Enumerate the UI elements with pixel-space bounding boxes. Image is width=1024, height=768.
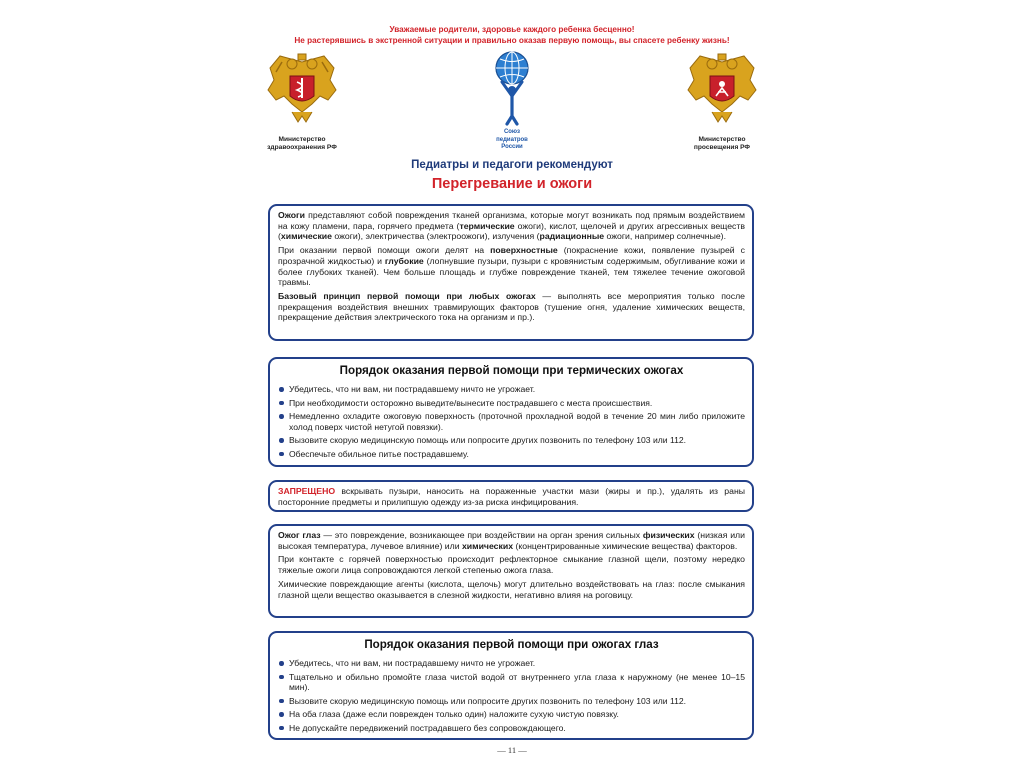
list-item: Вызовите скорую медицинскую помощь или попросите других позвонить по телефону 103 или 112.: [278, 696, 745, 707]
list-item: Обеспечьте обильное питье пострадавшему.: [278, 449, 745, 460]
ministry-education-label: Министерство просвещения РФ: [693, 136, 751, 151]
page-number: — 11 —: [497, 745, 527, 755]
forbidden-text: ЗАПРЕЩЕНО вскрывать пузыри, наносить на пораженные участки мази (жиры и пр.), удалять из раны посторонние предметы и прилипшую одежду из-за риска инфицирования.: [278, 486, 745, 507]
eye-first-aid-box: [268, 631, 754, 740]
union-pediatricians-logo-icon: [484, 48, 540, 128]
page-title: Перегревание и ожоги: [431, 176, 593, 192]
eye-paragraph-2: При контакте с горячей поверхностью происходит рефлекторное смыкание глазной щели, поэтому нередко тяжелые ожоги лица сопровождаются легкой степенью ожога глаза.: [278, 554, 745, 576]
eye-aid-steps-list: [278, 658, 745, 734]
list-item: Убедитесь, что ни вам, ни пострадавшему ничто не угрожает.: [278, 658, 745, 669]
list-item: Немедленно охладите ожоговую поверхность (проточной прохладной водой в течение 20 мин либо приложите холод поверх чистой нетугой повязки).: [278, 411, 745, 432]
list-item: Убедитесь, что ни вам, ни пострадавшему ничто не угрожает.: [278, 384, 745, 395]
eye-paragraph-3: Химические повреждающие агенты (кислота, щелочь) могут длительно воздействовать на глаз: после смыкания глазной щели вещество оказывается в слезной жидкости, негативно влияя на роговицу.: [278, 578, 745, 600]
forbidden-box: [268, 480, 754, 512]
thermal-heading: Порядок оказания первой помощи при термических ожогах: [339, 364, 684, 377]
page-subtitle: Педиатры и педагоги рекомендуют: [411, 159, 613, 171]
burns-intro-box: [268, 204, 754, 341]
ministry-education-emblem-icon: [682, 50, 762, 130]
list-item: Тщательно и обильно промойте глаза чистой водой от внутреннего угла глаза к наружному (не менее 10–15 мин).: [278, 672, 745, 693]
document-page: [258, 0, 766, 768]
ministry-health-label: Министерство здравоохранения РФ: [267, 136, 337, 151]
intro-paragraph-3: Базовый принцип первой помощи при любых ожогах — выполнять все мероприятия только после прекращения воздействия внешних травмирующих факторов (тушение огня, удаление химических веществ, прекращение действия электрического тока на организм и пр.).: [278, 290, 745, 323]
union-pediatricians-label: Союз педиатров России: [496, 129, 528, 150]
eye-paragraph-1: Ожог глаз — это повреждение, возникающее при воздействии на орган зрения сильных физических (низкая или высокая температура, лучевое влияние) или химических (концентрированные химические вещества) факторов.: [278, 530, 745, 551]
eye-burn-info-box: [268, 524, 754, 618]
thermal-first-aid-box: [268, 357, 754, 467]
header-line-2: Не растерявшись в экстренной ситуации и правильно оказав первую помощь, вы спасете ребенку жизнь!: [294, 36, 730, 45]
intro-paragraph-2: При оказании первой помощи ожоги делят на поверхностные (покраснение кожи, появление пузырей с прозрачной жидкостью) и глубокие (лопнувшие пузыри, пузыри с кровянистым содержимым, обугливание кожи и более глубоких тканей). Чем больше площадь и глубже повреждение тканей, тем тяжелее течение ожоговой травмы.: [278, 245, 745, 288]
forbidden-label: ЗАПРЕЩЕНО: [278, 486, 336, 496]
intro-paragraph-1: Ожоги представляют собой повреждения тканей организма, которые могут возникать под прямым воздействием на кожу пламени, пара, горячего предмета (термические ожоги), кислот, щелочей и других агрессивных веществ (химические ожоги), электричества (электроожоги), излучения (радиационные ожоги, например солнечные).: [278, 210, 745, 242]
thermal-steps-list: [278, 384, 745, 460]
header-line-1: Уважаемые родители, здоровье каждого ребенка бесценно!: [389, 25, 635, 34]
list-item: На оба глаза (даже если поврежден только один) наложите сухую чистую повязку.: [278, 709, 745, 720]
ministry-health-emblem-icon: [262, 50, 342, 130]
list-item: При необходимости осторожно выведите/вынесите пострадавшего с места происшествия.: [278, 398, 745, 409]
list-item: Не допускайте передвижений пострадавшего без сопровождающего.: [278, 723, 745, 734]
eye-aid-heading: Порядок оказания первой помощи при ожогах глаз: [364, 638, 659, 651]
list-item: Вызовите скорую медицинскую помощь или попросите других позвонить по телефону 103 или 112.: [278, 435, 745, 446]
